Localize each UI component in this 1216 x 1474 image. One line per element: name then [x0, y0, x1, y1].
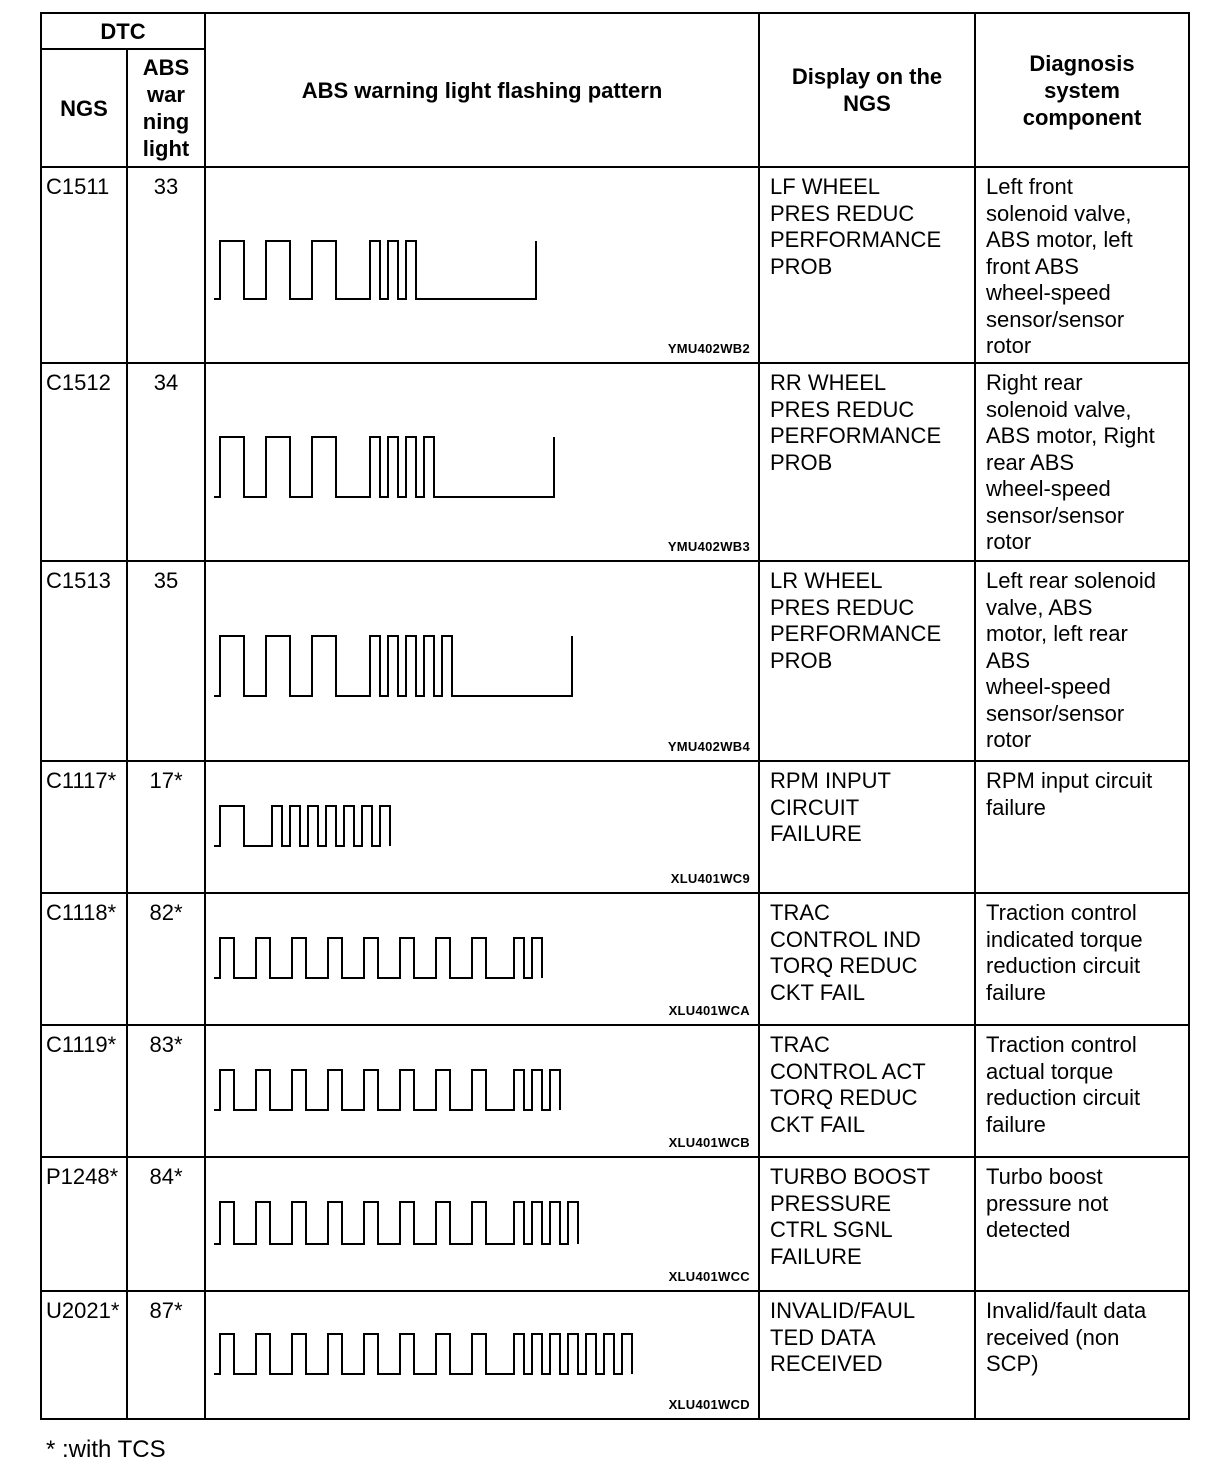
- table-row: [41, 1025, 1189, 1157]
- cell-abs-code: 33: [127, 167, 205, 363]
- cell-ngs-display: [759, 167, 975, 363]
- cell-ngs-code: C1513: [41, 561, 127, 761]
- cell-ngs-code: C1511: [41, 167, 127, 363]
- table-row: [41, 761, 1189, 893]
- table-row: [41, 1291, 1189, 1419]
- display-text: LR WHEEL PRES REDUC PERFORMANCE PROB: [770, 568, 942, 673]
- cell-ngs-display: [759, 761, 975, 893]
- figure-id: XLU401WC9: [670, 871, 750, 886]
- waveform-line: [214, 241, 536, 299]
- table-row: [41, 893, 1189, 1025]
- component-text: Left rear solenoid valve, ABS motor, left rear ABS wheel-speed sensor/sensor rotor: [986, 568, 1156, 752]
- header-abs-light: ABS war ning light: [127, 49, 205, 167]
- figure-id: YMU402WB4: [667, 739, 750, 754]
- cell-flash-pattern: [205, 167, 759, 363]
- dtc-table: [40, 12, 1190, 1420]
- header-dtc: DTC: [41, 13, 205, 49]
- cell-ngs-code: C1118*: [41, 893, 127, 1025]
- cell-diagnosis-component: [975, 363, 1189, 561]
- cell-diagnosis-component: [975, 1025, 1189, 1157]
- cell-flash-pattern: [205, 1025, 759, 1157]
- figure-id: XLU401WCC: [668, 1269, 750, 1284]
- flash-pattern-waveform: [206, 562, 758, 762]
- figure-id: XLU401WCD: [668, 1397, 750, 1412]
- cell-diagnosis-component: [975, 1291, 1189, 1419]
- cell-diagnosis-component: [975, 893, 1189, 1025]
- waveform-line: [214, 636, 572, 696]
- header-ngs: NGS: [41, 49, 127, 167]
- cell-diagnosis-component: [975, 761, 1189, 893]
- header-component: Diagnosis system component: [975, 13, 1189, 167]
- table-row: [41, 1157, 1189, 1291]
- cell-diagnosis-component: [975, 167, 1189, 363]
- cell-ngs-display: [759, 561, 975, 761]
- figure-id: YMU402WB3: [667, 539, 750, 554]
- figure-id: YMU402WB2: [667, 341, 750, 356]
- figure-id: XLU401WCB: [668, 1135, 750, 1150]
- cell-abs-code: 35: [127, 561, 205, 761]
- cell-ngs-display: [759, 893, 975, 1025]
- waveform-line: [214, 437, 554, 497]
- cell-ngs-display: [759, 1157, 975, 1291]
- cell-flash-pattern: [205, 761, 759, 893]
- display-text: RR WHEEL PRES REDUC PERFORMANCE PROB: [770, 370, 942, 475]
- component-text: RPM input circuit failure: [986, 768, 1153, 820]
- table-row: [41, 561, 1189, 761]
- header-pattern: ABS warning light flashing pattern: [205, 13, 759, 167]
- display-text: TRAC CONTROL ACT TORQ REDUC CKT FAIL: [770, 1032, 926, 1137]
- waveform-line: [214, 1334, 632, 1374]
- cell-abs-code: 17*: [127, 761, 205, 893]
- cell-ngs-code: C1119*: [41, 1025, 127, 1157]
- cell-diagnosis-component: [975, 1157, 1189, 1291]
- display-text: RPM INPUT CIRCUIT FAILURE: [770, 768, 891, 846]
- header-display: Display on the NGS: [759, 13, 975, 167]
- component-text: Invalid/fault data received (non SCP): [986, 1298, 1147, 1376]
- cell-ngs-code: C1512: [41, 363, 127, 561]
- display-text: LF WHEEL PRES REDUC PERFORMANCE PROB: [770, 174, 942, 279]
- cell-flash-pattern: [205, 1157, 759, 1291]
- cell-ngs-code: P1248*: [41, 1157, 127, 1291]
- component-text: Left front solenoid valve, ABS motor, left front ABS wheel-speed sensor/sensor rotor: [986, 174, 1133, 358]
- component-text: Turbo boost pressure not detected: [986, 1164, 1109, 1242]
- display-text: TURBO BOOST PRESSURE CTRL SGNL FAILURE: [770, 1164, 931, 1269]
- cell-diagnosis-component: [975, 561, 1189, 761]
- cell-flash-pattern: [205, 1291, 759, 1419]
- cell-flash-pattern: [205, 893, 759, 1025]
- footnote: * :with TCS: [46, 1436, 166, 1463]
- cell-abs-code: 34: [127, 363, 205, 561]
- component-text: Traction control actual torque reduction circuit failure: [986, 1032, 1141, 1137]
- cell-flash-pattern: [205, 561, 759, 761]
- cell-ngs-display: [759, 363, 975, 561]
- cell-ngs-display: [759, 1291, 975, 1419]
- cell-abs-code: 82*: [127, 893, 205, 1025]
- cell-abs-code: 84*: [127, 1157, 205, 1291]
- waveform-line: [214, 1070, 560, 1110]
- display-text: TRAC CONTROL IND TORQ REDUC CKT FAIL: [770, 900, 921, 1005]
- figure-id: XLU401WCA: [668, 1003, 750, 1018]
- display-text: INVALID/FAUL TED DATA RECEIVED: [770, 1298, 916, 1376]
- waveform-line: [214, 806, 390, 846]
- component-text: Right rear solenoid valve, ABS motor, Right rear ABS wheel-speed sensor/sensor rotor: [986, 370, 1155, 554]
- table-row: [41, 167, 1189, 363]
- cell-flash-pattern: [205, 363, 759, 561]
- waveform-line: [214, 1202, 578, 1244]
- component-text: Traction control indicated torque reduction circuit failure: [986, 900, 1143, 1005]
- flash-pattern-waveform: [206, 364, 758, 562]
- cell-abs-code: 83*: [127, 1025, 205, 1157]
- flash-pattern-waveform: [206, 168, 758, 364]
- waveform-line: [214, 938, 542, 978]
- cell-ngs-code: U2021*: [41, 1291, 127, 1419]
- table-row: [41, 363, 1189, 561]
- cell-abs-code: 87*: [127, 1291, 205, 1419]
- cell-ngs-display: [759, 1025, 975, 1157]
- cell-ngs-code: C1117*: [41, 761, 127, 893]
- dtc-table-sheet: [40, 12, 1188, 1420]
